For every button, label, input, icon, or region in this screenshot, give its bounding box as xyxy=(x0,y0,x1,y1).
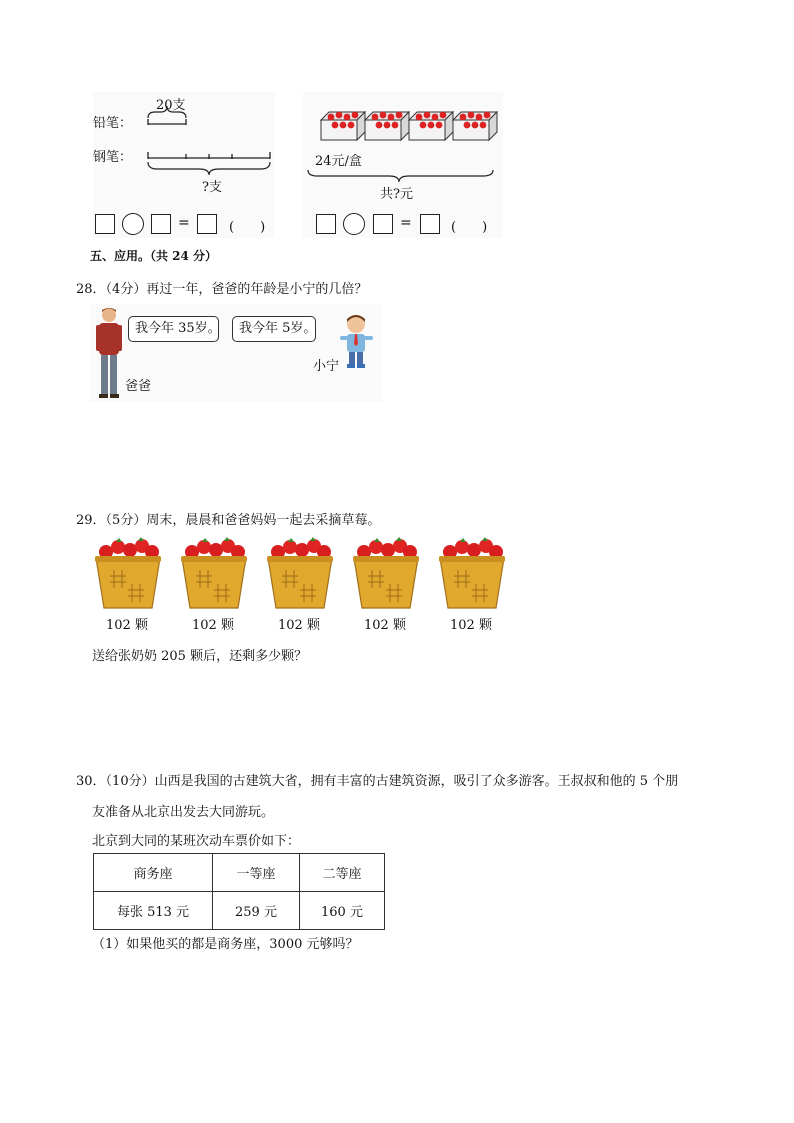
answer-box[interactable] xyxy=(197,214,217,234)
equals-sign: = xyxy=(400,215,412,231)
table-header: 一等座 xyxy=(213,854,300,892)
strawberry-basket xyxy=(178,534,250,632)
price-label: 24元/盒 xyxy=(315,154,362,169)
son-name: 小宁 xyxy=(313,359,340,374)
boxes-diagram xyxy=(303,92,503,238)
dad-name: 爸爸 xyxy=(125,379,152,394)
strawberry-box xyxy=(321,112,365,140)
strawberry-basket xyxy=(264,534,336,632)
pencil-label: 铅笔： xyxy=(93,116,133,131)
equals-sign: = xyxy=(178,215,190,231)
table-row xyxy=(94,892,385,930)
strawberry-basket xyxy=(436,534,508,632)
table-intro: 北京到大同的某班次动车票价如下： xyxy=(92,834,301,849)
unit-blank[interactable]: ( ) xyxy=(451,220,488,235)
answer-box[interactable] xyxy=(151,214,171,234)
son-speech-bubble: 我今年 5岁。 xyxy=(232,316,316,342)
table-cell: 160 元 xyxy=(300,892,385,930)
operator-circle[interactable] xyxy=(122,213,144,235)
bar-diagram xyxy=(93,92,275,192)
unit-blank[interactable]: ( ) xyxy=(229,220,266,235)
pen-question: ?支 xyxy=(202,180,222,195)
answer-box[interactable] xyxy=(373,214,393,234)
price-table xyxy=(93,853,385,930)
question-28: 28．（4分）再过一年，爸爸的年龄是小宁的几倍？ xyxy=(76,282,368,297)
basket-label: 102 颗 xyxy=(364,618,406,633)
question-29-prompt: 送给张奶奶 205 颗后，还剩多少颗？ xyxy=(92,649,308,664)
question-30-line2: 友准备从北京出发去大同游玩。 xyxy=(92,805,275,820)
dad-speech-bubble: 我今年 35岁。 xyxy=(128,316,219,342)
pencil-pen-diagram xyxy=(93,92,275,238)
basket-label: 102 颗 xyxy=(278,618,320,633)
table-row xyxy=(94,854,385,892)
basket-label: 102 颗 xyxy=(192,618,234,633)
dad-son-illustration xyxy=(90,304,382,402)
basket-icon xyxy=(264,534,336,610)
son-figure xyxy=(336,312,376,370)
operator-circle[interactable] xyxy=(343,213,365,235)
question-30-line1: 30．（10分）山西是我国的古建筑大省，拥有丰富的古建筑资源，吸引了众多游客。王叔叔和他的 5 个朋 xyxy=(76,774,679,789)
basket-icon xyxy=(178,534,250,610)
basket-icon xyxy=(92,534,164,610)
pen-label: 钢笔： xyxy=(93,150,133,165)
strawberry-box xyxy=(365,112,409,140)
table-cell: 259 元 xyxy=(213,892,300,930)
basket-icon xyxy=(350,534,422,610)
basket-icon xyxy=(436,534,508,610)
answer-box[interactable] xyxy=(420,214,440,234)
answer-box[interactable] xyxy=(316,214,336,234)
pencil-count: 20支 xyxy=(156,98,186,113)
question-29: 29．（5分）周末，晨晨和爸爸妈妈一起去采摘草莓。 xyxy=(76,513,381,528)
basket-label: 102 颗 xyxy=(106,618,148,633)
strawberry-box xyxy=(453,112,497,140)
table-header: 商务座 xyxy=(94,854,213,892)
table-header: 二等座 xyxy=(300,854,385,892)
strawberry-basket xyxy=(92,534,164,632)
strawberry-box xyxy=(409,112,453,140)
dad-figure xyxy=(94,306,124,400)
strawberry-basket xyxy=(350,534,422,632)
baskets-row xyxy=(92,534,506,632)
basket-label: 102 颗 xyxy=(450,618,492,633)
section-header: 五、应用。（共 24 分） xyxy=(90,249,218,263)
sub-question-1: （1）如果他买的都是商务座，3000 元够吗？ xyxy=(92,937,359,952)
total-label: 共?元 xyxy=(380,187,413,202)
table-cell: 每张 513 元 xyxy=(94,892,213,930)
answer-box[interactable] xyxy=(95,214,115,234)
